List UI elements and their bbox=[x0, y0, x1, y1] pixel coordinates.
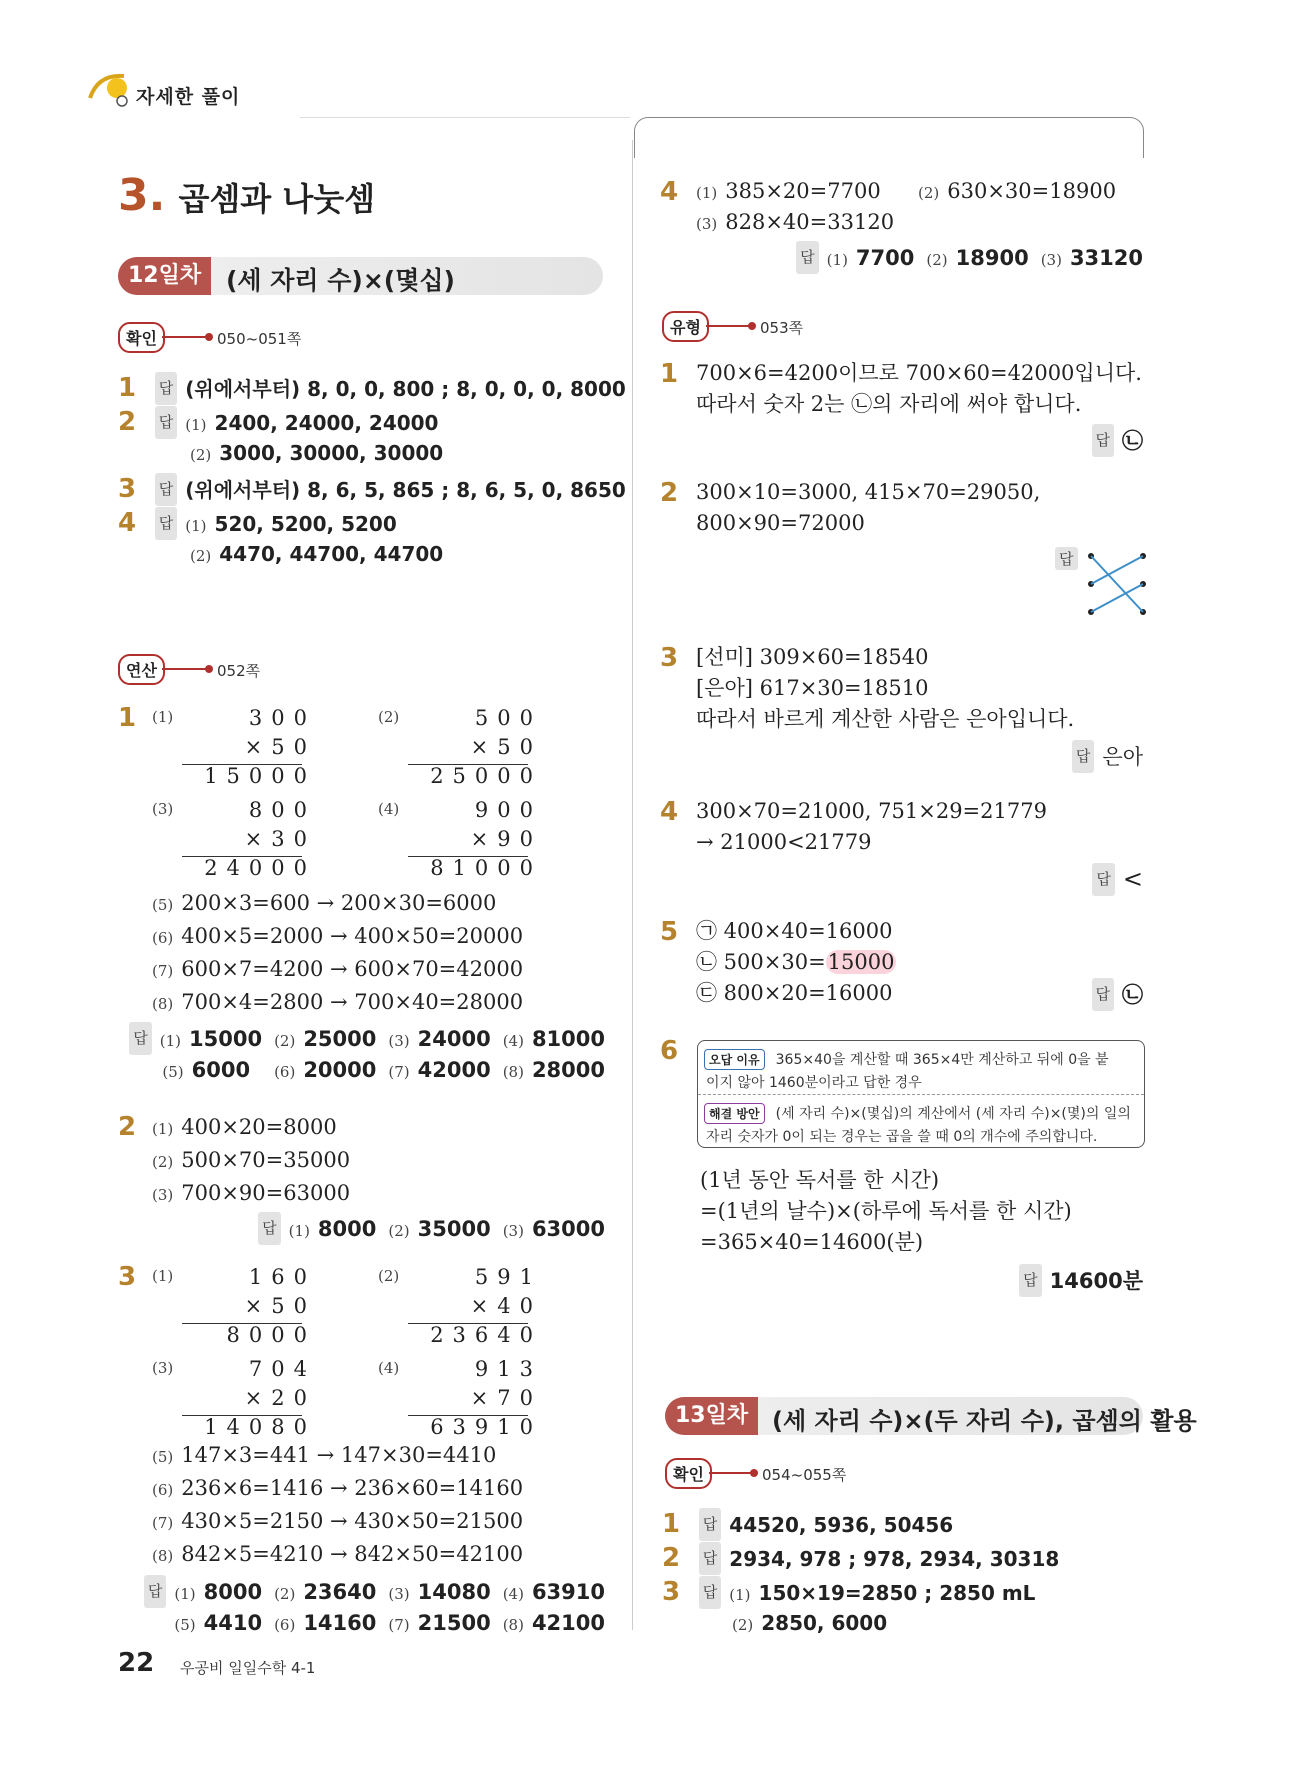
type-q3-body bbox=[696, 642, 1074, 735]
sub-label: (2) bbox=[378, 1267, 400, 1285]
section-tag-type: 유형 bbox=[662, 311, 709, 342]
type-q6-number: 6 bbox=[660, 1036, 679, 1066]
section-rule bbox=[162, 668, 208, 670]
right-column-frame bbox=[634, 117, 1144, 158]
product: 15000 bbox=[204, 764, 316, 788]
section-dot-icon bbox=[748, 322, 756, 330]
multiplier: ×70 bbox=[470, 1386, 542, 1410]
sub-label: (3) bbox=[152, 1359, 174, 1377]
type-q5-answer: 답 ㉡ bbox=[1092, 978, 1144, 1011]
matching-lines-icon bbox=[1085, 550, 1149, 620]
chapter-title: 3. 곱셈과 나눗셈 bbox=[118, 170, 376, 221]
calc-line: (6) 400×5=2000 → 400×50=20000 bbox=[152, 924, 524, 948]
section-rule bbox=[706, 325, 750, 327]
product: 8000 bbox=[226, 1323, 316, 1347]
check-q3: 3 답 (위에서부터) 8, 6, 5, 865 ; 8, 6, 5, 0, 8650 bbox=[118, 474, 626, 504]
sub-label: (1) bbox=[152, 708, 174, 726]
text-line: =(1년의 날수)×(하루에 독서를 한 시간) bbox=[700, 1199, 1072, 1223]
multiplicand: 500 bbox=[474, 706, 542, 730]
sub-label: (3) bbox=[152, 800, 174, 818]
multiplier: ×40 bbox=[470, 1294, 542, 1318]
multiplier: ×50 bbox=[470, 735, 542, 759]
text-line: 따라서 숫자 2는 ㉡의 자리에 써야 합니다. bbox=[696, 392, 1082, 416]
multiplier: ×50 bbox=[244, 1294, 316, 1318]
sub-label: (4) bbox=[378, 800, 400, 818]
type-q2-answer: 답 bbox=[1055, 547, 1086, 571]
product: 63910 bbox=[430, 1415, 542, 1439]
type-q5-number: 5 bbox=[660, 917, 679, 947]
text-line: 800×90=72000 bbox=[696, 511, 865, 535]
day13-q2: 2 답 2934, 978 ; 978, 2934, 30318 bbox=[662, 1543, 1060, 1573]
calc-q2-number: 2 bbox=[118, 1112, 137, 1142]
right-q4-line1: (1) 385×20=7700 bbox=[696, 179, 881, 203]
check-q2: 2 답 (1) 2400, 24000, 24000 bbox=[118, 407, 439, 437]
check-q2-2: (2) 3000, 30000, 30000 bbox=[190, 441, 444, 465]
highlighted-value: 15000 bbox=[827, 950, 895, 974]
check-q4: 4 답 (1) 520, 5200, 5200 bbox=[118, 508, 397, 538]
check-q4-2: (2) 4470, 44700, 44700 bbox=[190, 542, 444, 566]
calc-q1-lines bbox=[152, 888, 523, 1020]
product: 14080 bbox=[204, 1415, 316, 1439]
type-q4-number: 4 bbox=[660, 797, 679, 827]
type-q1-number: 1 bbox=[660, 359, 679, 389]
section-pages: 053쪽 bbox=[760, 319, 804, 337]
page-number: 22 bbox=[118, 1648, 155, 1678]
header-badge: 자세한 풀이 bbox=[84, 68, 254, 112]
note-divider bbox=[698, 1094, 1144, 1095]
text-line: 300×70=21000, 751×29=21779 bbox=[696, 799, 1047, 823]
multiplicand: 591 bbox=[474, 1265, 542, 1289]
section-tag-check-13: 확인 bbox=[665, 1458, 712, 1489]
multiplicand: 160 bbox=[248, 1265, 316, 1289]
type-q2-body bbox=[696, 477, 1040, 539]
text-line: ㉢ 800×20=16000 bbox=[696, 981, 893, 1005]
section-rule bbox=[709, 1472, 753, 1474]
type-q1-body bbox=[696, 358, 1142, 420]
multiplicand: 704 bbox=[248, 1357, 316, 1381]
right-q4-answer: 답 (1) 7700 (2) 18900 (3) 33120 bbox=[796, 241, 1143, 276]
wrong-reason-label: 오답 이유 bbox=[704, 1049, 765, 1070]
text-line: (1년 동안 독서를 한 시간) bbox=[700, 1168, 940, 1192]
multiplier: ×90 bbox=[470, 827, 542, 851]
section-dot-icon bbox=[750, 1469, 758, 1477]
calc-q2-answer: 답 (1) 8000 (2) 35000 (3) 63000 bbox=[258, 1212, 605, 1247]
day12-title: (세 자리 수)×(몇십) bbox=[226, 266, 455, 295]
text-line: 300×10=3000, 415×70=29050, bbox=[696, 480, 1041, 504]
calc-line: (5) 200×3=600 → 200×30=6000 bbox=[152, 891, 497, 915]
text-line: → 21000<21779 bbox=[696, 830, 872, 854]
section-tag-check: 확인 bbox=[118, 322, 165, 353]
product: 25000 bbox=[430, 764, 542, 788]
text-line: 700×6=4200이므로 700×60=42000입니다. bbox=[696, 361, 1142, 385]
type-q3-answer: 답 은아 bbox=[1072, 740, 1143, 773]
type-q1-answer: 답 ㉡ bbox=[1092, 424, 1144, 457]
text-line: ㉡ 500×30=15000 bbox=[696, 950, 895, 974]
multiplicand: 300 bbox=[248, 706, 316, 730]
section-tag-calc: 연산 bbox=[118, 654, 165, 685]
type-q6-answer: 답 14600분 bbox=[1019, 1264, 1143, 1297]
product: 23640 bbox=[430, 1323, 542, 1347]
right-q4-number: 4 bbox=[660, 177, 679, 207]
text-line: [은아] 617×30=18510 bbox=[696, 676, 929, 700]
multiplier: ×50 bbox=[244, 735, 316, 759]
text-line: 따라서 바르게 계산한 사람은 은아입니다. bbox=[696, 707, 1075, 731]
column-divider bbox=[632, 140, 633, 1630]
type-q5-body bbox=[696, 916, 896, 1009]
check-q1: 1 답 (위에서부터) 8, 0, 0, 800 ; 8, 0, 0, 0, 8000 bbox=[118, 373, 626, 403]
calc-q3-answer-2: (5) 4410 (6) 14160 (7) 21500 (8) 42100 bbox=[174, 1611, 605, 1635]
day13-q3-2: (2) 2850, 6000 bbox=[732, 1611, 888, 1635]
multiplicand: 913 bbox=[474, 1357, 542, 1381]
calc-q3-answer: 답 (1) 8000 (2) 23640 (3) 14080 (4) 63910 bbox=[144, 1575, 605, 1610]
calc-line: (7) 430×5=2150 → 430×50=21500 bbox=[152, 1509, 524, 1533]
calc-line: (5) 147×3=441 → 147×30=4410 bbox=[152, 1443, 497, 1467]
day13-q1: 1 답 44520, 5936, 50456 bbox=[662, 1509, 954, 1539]
sun-logo-icon bbox=[84, 68, 134, 108]
type-q4-answer: 답 < bbox=[1092, 863, 1143, 896]
section-pages: 050~051쪽 bbox=[217, 330, 302, 348]
day13-q3: 3 답 (1) 150×19=2850 ; 2850 mL bbox=[662, 1577, 1036, 1607]
section-dot-icon bbox=[205, 665, 213, 673]
text-line: =365×40=14600(분) bbox=[700, 1230, 924, 1254]
multiplier: ×30 bbox=[244, 827, 316, 851]
type-q3-number: 3 bbox=[660, 643, 679, 673]
type-q6-body bbox=[700, 1165, 1072, 1258]
calc-line: (1) 400×20=8000 bbox=[152, 1115, 337, 1139]
right-q4-line2: (3) 828×40=33120 bbox=[696, 210, 895, 234]
calc-q1-answer-2: (5) 6000 (6) 20000 (7) 42000 (8) 28000 bbox=[162, 1058, 605, 1082]
right-q4-line1b: (2) 630×30=18900 bbox=[918, 179, 1117, 203]
calc-q2-lines bbox=[152, 1112, 350, 1211]
calc-q1-number: 1 bbox=[118, 703, 137, 733]
sub-label: (4) bbox=[378, 1359, 400, 1377]
sub-label: (2) bbox=[378, 708, 400, 726]
left-column-top-rule bbox=[300, 117, 630, 118]
calc-line: (3) 700×90=63000 bbox=[152, 1181, 351, 1205]
solution-label: 해결 방안 bbox=[704, 1103, 765, 1124]
section-pages: 054~055쪽 bbox=[762, 1466, 847, 1484]
section-pages: 052쪽 bbox=[217, 662, 261, 680]
calc-line: (6) 236×6=1416 → 236×60=14160 bbox=[152, 1476, 524, 1500]
day13-title: (세 자리 수)×(두 자리 수), 곱셈의 활용 bbox=[772, 1407, 1197, 1435]
calc-line: (2) 500×70=35000 bbox=[152, 1148, 351, 1172]
calc-q1-answer: 답 (1) 15000 (2) 25000 (3) 24000 (4) 81000 bbox=[129, 1022, 605, 1057]
sub-label: (1) bbox=[152, 1267, 174, 1285]
error-note-box: 오답 이유 365×40을 계산할 때 365×4만 계산하고 뒤에 0을 붙 이지 않아 1460분이라고 답한 경우 해결 방안 (세 자리 수)×(몇십)의 계산에서 (세 자리 수)×(몇)의 일의 자리 숫자가 0이 되는 경우는 곱을 쓸 때 0의 개수에 주의합니다. bbox=[697, 1040, 1145, 1148]
book-title: 우공비 일일수학 4-1 bbox=[180, 1659, 316, 1677]
product: 24000 bbox=[204, 856, 316, 880]
multiplicand: 900 bbox=[474, 798, 542, 822]
calc-q3-lines bbox=[152, 1440, 523, 1572]
multiplicand: 800 bbox=[248, 798, 316, 822]
calc-line: (8) 700×4=2800 → 700×40=28000 bbox=[152, 990, 524, 1014]
calc-line: (8) 842×5=4210 → 842×50=42100 bbox=[152, 1542, 524, 1566]
section-dot-icon bbox=[205, 333, 213, 341]
text-line: [선미] 309×60=18540 bbox=[696, 645, 929, 669]
type-q4-body bbox=[696, 796, 1047, 858]
product: 81000 bbox=[430, 856, 542, 880]
text-line: ㉠ 400×40=16000 bbox=[696, 919, 893, 943]
calc-q3-number: 3 bbox=[118, 1262, 137, 1292]
day13-badge: 13일차 bbox=[665, 1397, 758, 1435]
multiplier: ×20 bbox=[244, 1386, 316, 1410]
section-rule bbox=[162, 336, 208, 338]
day12-badge: 12일차 bbox=[118, 257, 211, 295]
type-q2-number: 2 bbox=[660, 478, 679, 508]
calc-line: (7) 600×7=4200 → 600×70=42000 bbox=[152, 957, 524, 981]
